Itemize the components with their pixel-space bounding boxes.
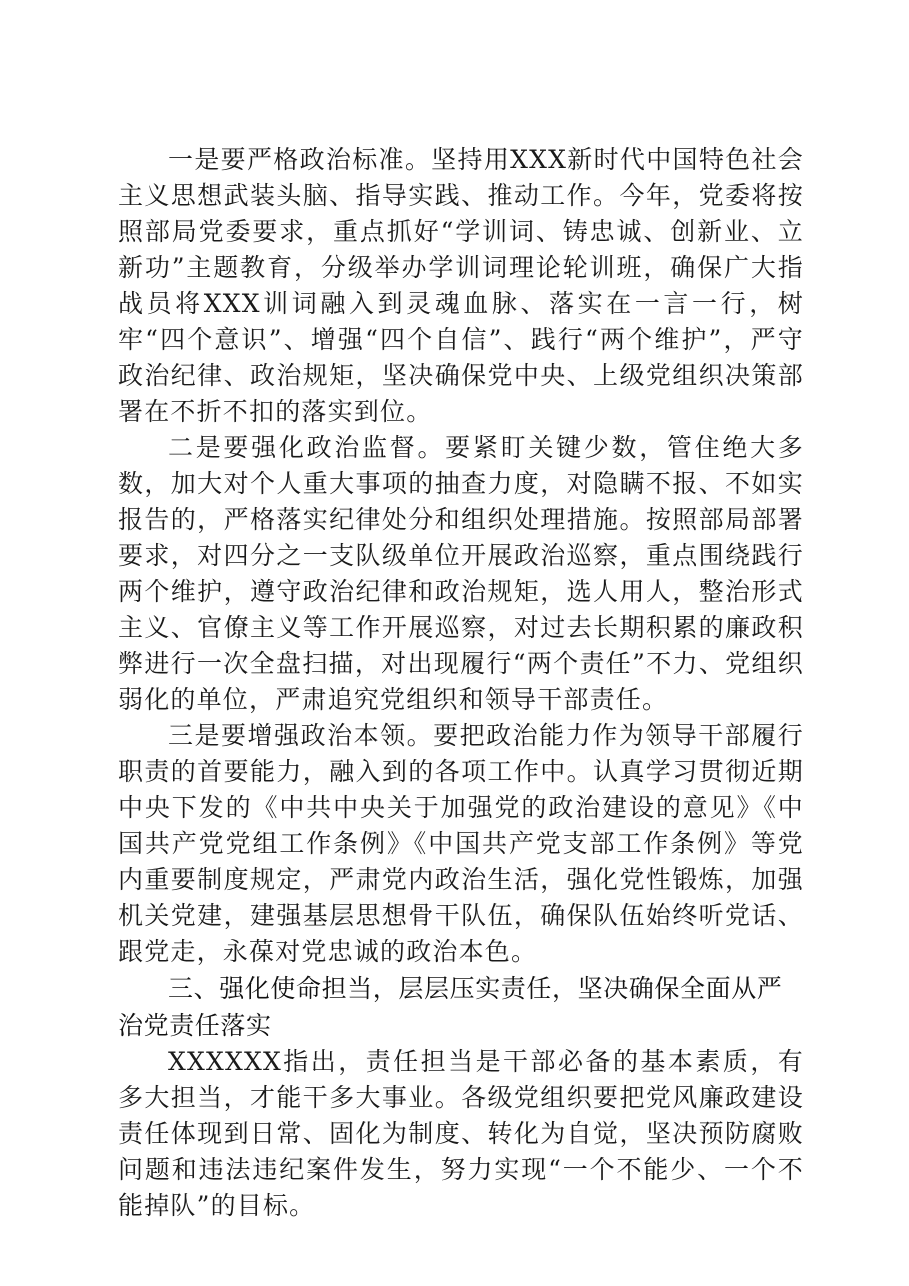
paragraph-political-supervision: 二是要强化政治监督。要紧盯关键少数，管住绝大多数，加大对个人重大事项的抽查力度，对隐瞒不报、不如实报告的，严格落实纪律处分和组织处理措施。按照部局部署要求，对四分之一支队级单位开展政治巡察，重点围绕践行两个维护，遵守政治纪律和政治规矩，选人用人，整治形式主义、官僚主义等工作开展巡察，对过去长期积累的廉政积弊进行一次全盘扫描，对出现履行“两个责任”不力、党组织弱化的单位，严肃追究党组织和领导干部责任。 [118,433,804,714]
paragraph-responsibility: XXXXXX指出，责任担当是干部必备的基本素质，有多大担当，才能干多大事业。各级党组织要把党风廉政建设责任体现到日常、固化为制度、转化为自觉，坚决预防腐败问题和违法违纪案件发生，努力实现“一个不能少、一个不能掉队”的目标。 [118,1047,804,1220]
paragraph-political-capability: 三是要增强政治本领。要把政治能力作为领导干部履行职责的首要能力，融入到的各项工作中。认真学习贯彻近期中央下发的《中共中央关于加强党的政治建设的意见》《中国共产党党组工作条例》《中国共产党支部工作条例》等党内重要制度规定，严肃党内政治生活，强化党性锻炼，加强机关党建，建强基层思想骨干队伍，确保队伍始终听党话、跟党走，永葆对党忠诚的政治本色。 [118,721,804,966]
section-heading: 三、强化使命担当，层层压实责任，坚决确保全面从严治党责任落实 [118,974,783,1040]
paragraph-political-standards: 一是要严格政治标准。坚持用XXX新时代中国特色社会主义思想武装头脑、指导实践、推动工作。今年，党委将按照部局党委要求，重点抓好“学训词、铸忠诚、创新业、立新功”主题教育，分级举办学训词理论轮训班，确保广大指战员将XXX训词融入到灵魂血脉、落实在一言一行，树牢“四个意识”、增强“四个自信”、践行“两个维护”，严守政治纪律、政治规矩，坚决确保党中央、上级党组织决策部署在不折不扣的落实到位。 [118,145,804,426]
document-body [118,142,804,1224]
